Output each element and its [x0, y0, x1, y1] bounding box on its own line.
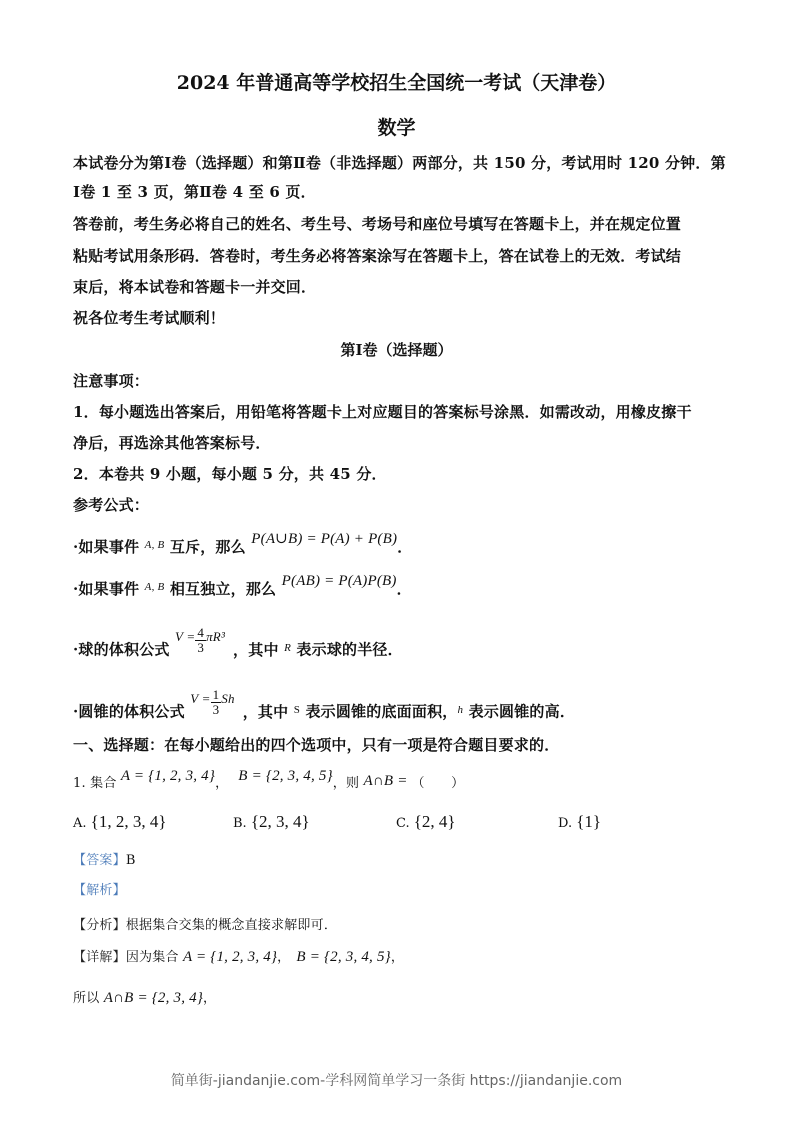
analysis-tag: 【解析】: [73, 883, 126, 898]
intro-line-6: 祝各位考生考试顺利！: [73, 309, 226, 327]
formula-mutually-exclusive: ·如果事件 $^{A, B}$ 互斥，那么 P(A∪B) = P(A) + P(B)．: [73, 531, 413, 556]
notice-label: 注意事项：: [73, 372, 150, 390]
notice-1b: 净后，再选涂其他答案标号．: [73, 434, 271, 452]
formula-expr: P(A∪B) = P(A) + P(B): [251, 531, 398, 547]
xiangjie-row: 【详解】因为集合 A = {1, 2, 3, 4}， B = {2, 3, 4, 5}，: [73, 949, 405, 965]
answer-row: [73, 849, 136, 868]
set-a: A = {1, 2, 3, 4}: [120, 768, 216, 784]
intro-line-1: 本试卷分为第Ⅰ卷（选择题）和第Ⅱ卷（非选择题）两部分，共 150 分，考试用时 120 分钟．第: [73, 154, 726, 172]
formula-expr: P(AB) = P(A)P(B): [281, 573, 397, 589]
formula-cone-volume: ·圆锥的体积公式 V = $\frac{1}{3}$ Sh，其中 $^S$ 表示圆锥的底面面积，$^h$ 表示圆锥的高．: [73, 687, 576, 721]
result-row: 所以 A∩B = {2, 3, 4}，: [73, 990, 217, 1006]
answer-tag: 【答案】: [73, 853, 126, 868]
fraction: $\frac{4}{3}$: [197, 625, 205, 655]
part-heading: 一、选择题：在每小题给出的四个选项中，只有一项是符合题目要求的．: [73, 736, 560, 754]
exam-title: 2024 年普通高等学校招生全国统一考试（天津卷）: [176, 72, 617, 94]
option-c[interactable]: C. {2, 4}: [396, 812, 456, 831]
option-a[interactable]: A. {1, 2, 3, 4}: [73, 812, 167, 831]
formula-label: 参考公式：: [73, 496, 150, 514]
fenxi-tag: 【分析】: [73, 918, 126, 933]
footer-watermark: 简单街-jiandanjie.com-学科网简单学习一条街 https://jiandanjie.com: [170, 1073, 623, 1089]
section-heading: 第Ⅰ卷（选择题）: [340, 341, 453, 359]
intro-line-3: 答卷前，考生务必将自己的姓名、考生号、考场号和座位号填写在答题卡上，并在规定位置: [73, 215, 682, 233]
formula-sphere-volume: ·球的体积公式 V = $\frac{4}{3}$ πR³，其中 $^R$ 表示球的半径．: [73, 625, 403, 659]
intro-line-4: 粘贴考试用条形码．答卷时，考生务必将答案涂写在答题卡上，答在试卷上的无效．考试结: [73, 247, 682, 265]
subject-title: 数学: [377, 117, 416, 139]
option-d[interactable]: D. {1}: [558, 812, 602, 831]
fenxi-row: 【分析】根据集合交集的概念直接求解即可．: [73, 918, 338, 933]
notice-1a: 1．每小题选出答案后，用铅笔将答题卡上对应题目的答案标号涂黑．如需改动，用橡皮擦干: [73, 403, 692, 421]
intro-line-2: Ⅰ卷 1 至 3 页，第Ⅱ卷 4 至 6 页．: [73, 183, 316, 201]
fraction: $\frac{1}{3}$: [212, 687, 220, 717]
formula-independent: ·如果事件 $^{A, B}$ 相互独立，那么 P(AB) = P(A)P(B)．: [73, 573, 412, 598]
intro-line-5: 束后，将本试卷和答题卡一并交回．: [73, 278, 317, 296]
option-b[interactable]: B. {2, 3, 4}: [233, 812, 310, 831]
answer-value: B: [125, 853, 136, 868]
analysis-row: [73, 879, 126, 898]
xiangjie-tag: 【详解】: [73, 950, 126, 965]
question-1: 1. 集合 A = {1, 2, 3, 4}， B = {2, 3, 4, 5}，则 A∩B = （ ）: [73, 768, 465, 791]
notice-2: 2．本卷共 9 小题，每小题 5 分，共 45 分．: [73, 465, 387, 483]
set-b: B = {2, 3, 4, 5}: [238, 768, 333, 784]
